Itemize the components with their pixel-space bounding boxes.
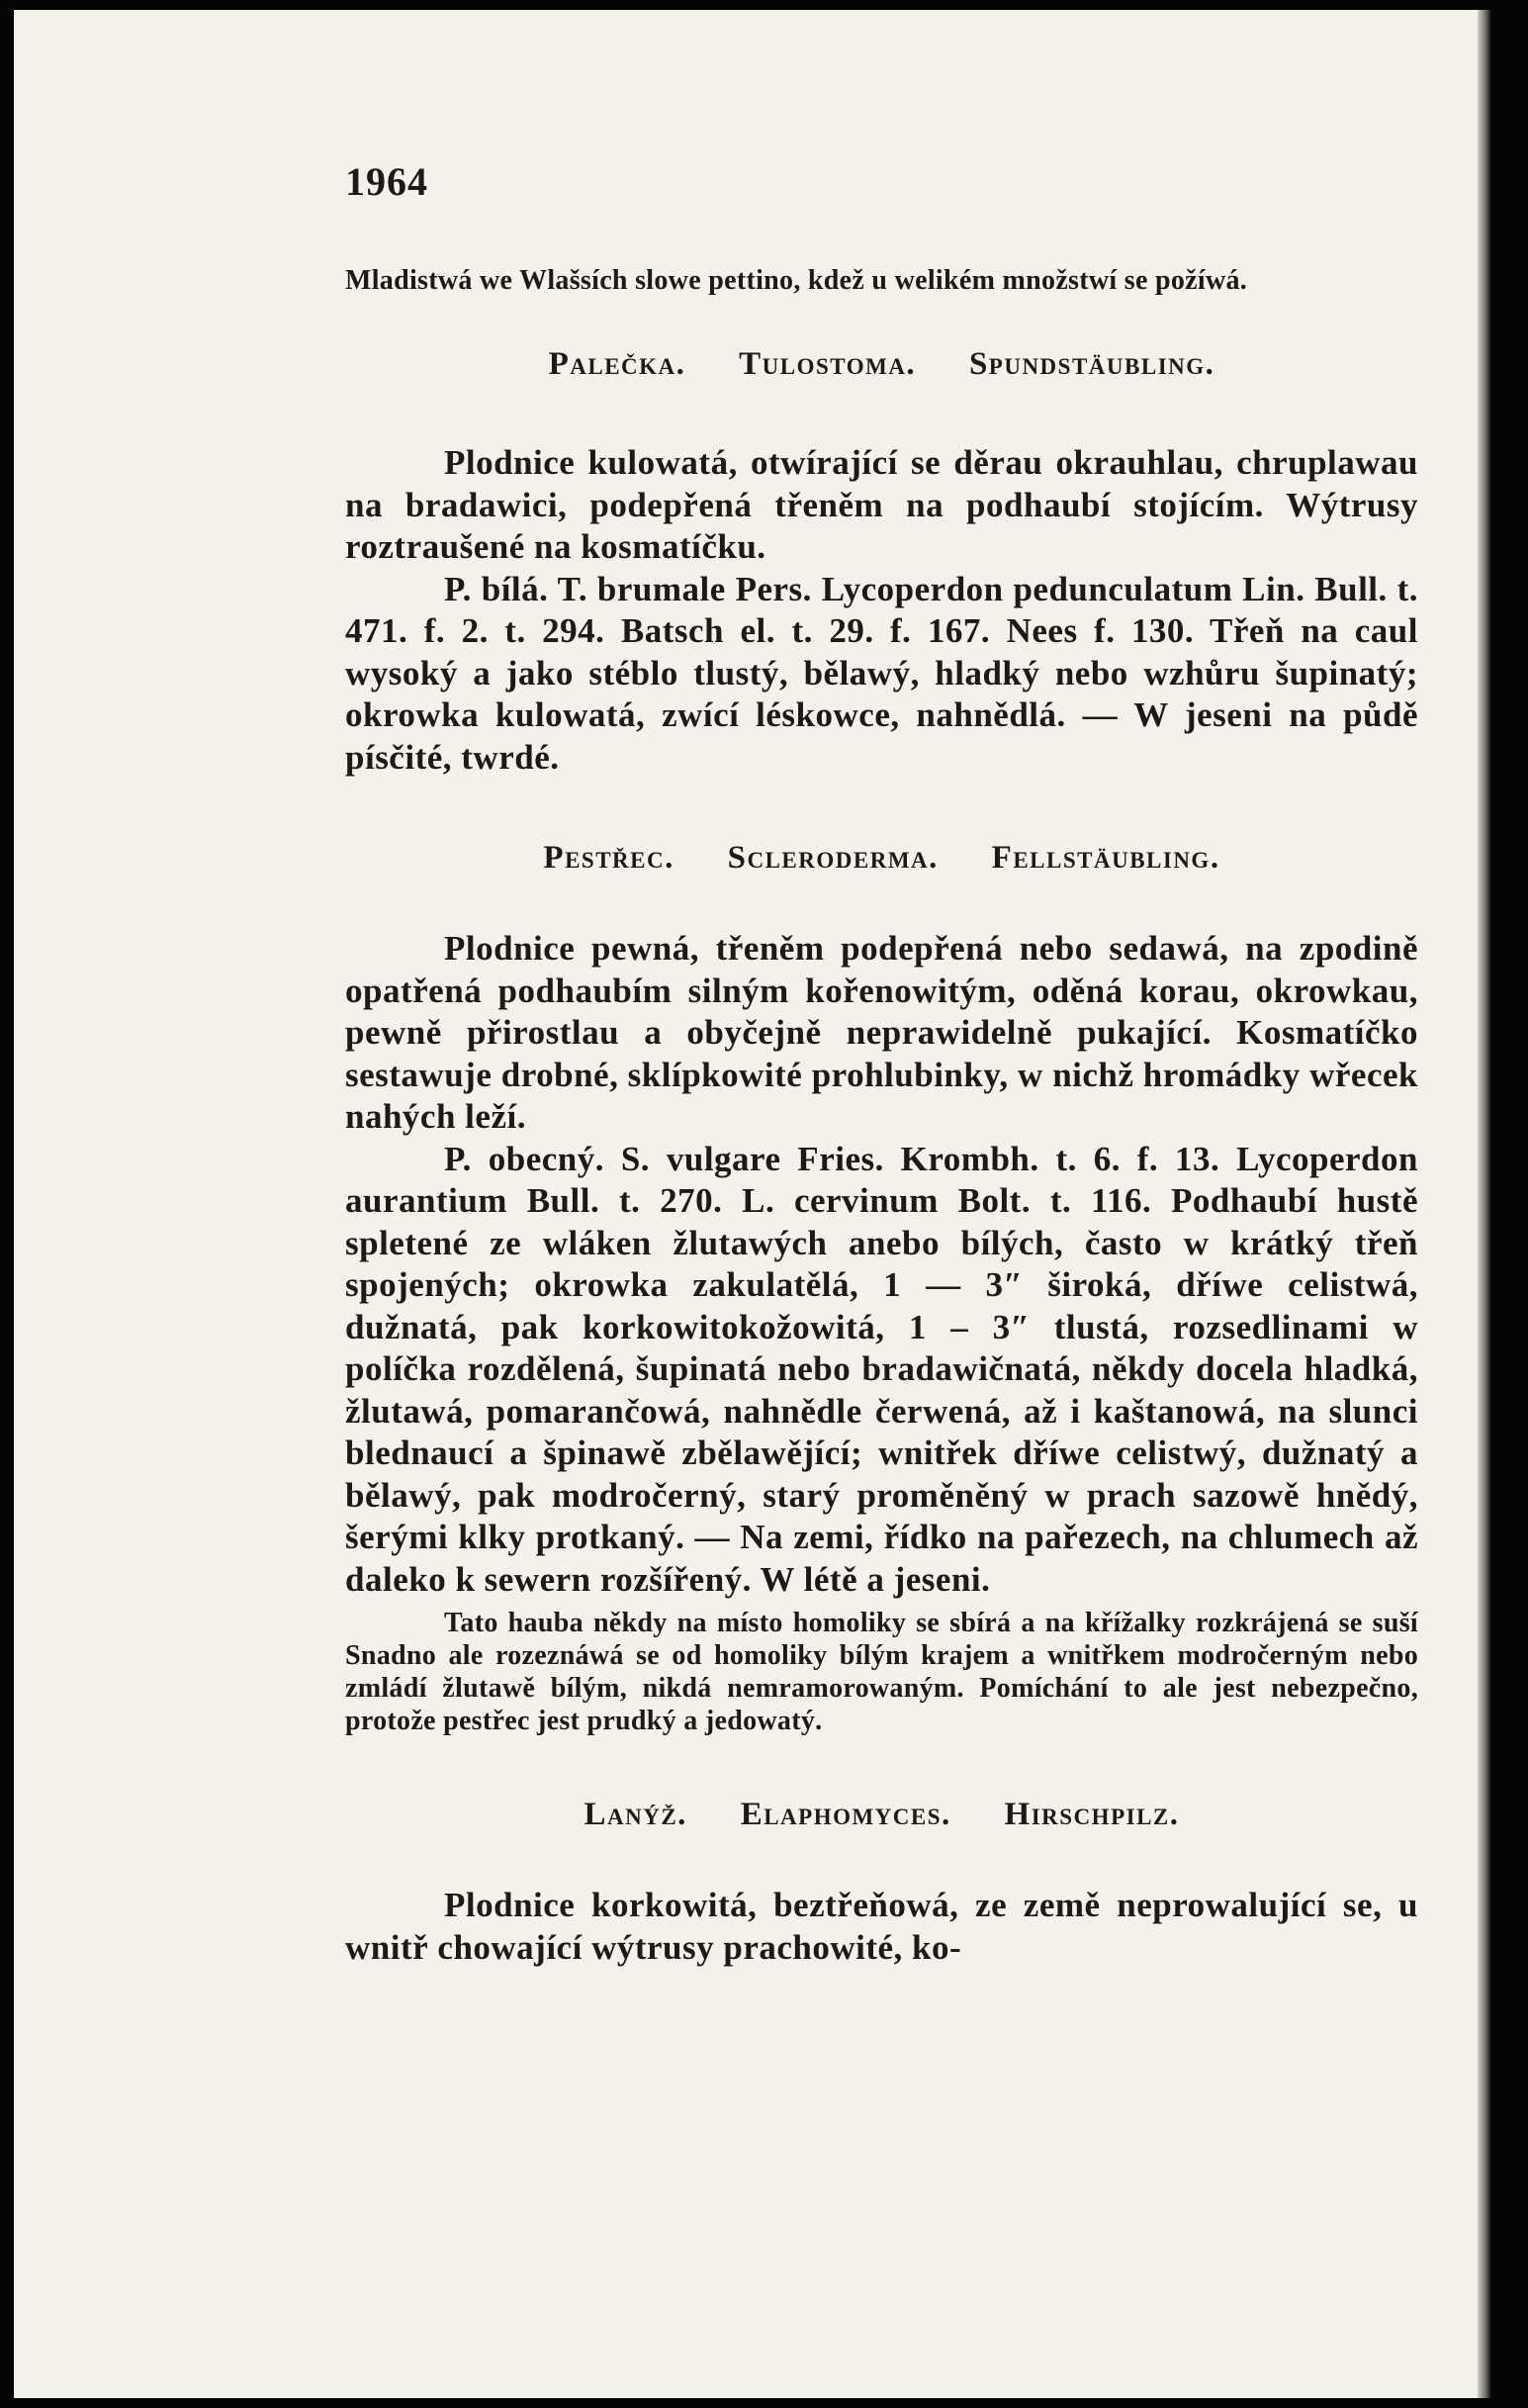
species-description: P. bílá. T. brumale Pers. Lycoperdon pedunculatum Lin. Bull. t. 471. f. 2. t. 294. Batsch el. t. 29. f. 167. Nees f. 130. Třeň na caul wysoký a jako stéblo tlustý, bělawý, hladký nebo wzhůru šupinatý; okrowka kulowatá, zwící léskowce, nahnědlá. — W jeseni na půdě písčité, twrdé.: [345, 569, 1418, 777]
intro-paragraph: Mladistwá we Wlašsích slowe pettino, kdež u welikém množstwí se požíwá.: [345, 265, 1248, 296]
genus-description: Plodnice kulowatá, otwírající se děrau okrauhlau, chruplawau na bradawici, podepřená třeněm na podhaubí stojícím. Wýtrusy roztraušené na kosmatíčku.: [345, 443, 1418, 566]
heading-latin: Tulostoma.: [739, 346, 917, 382]
heading-czech: Pestřec.: [543, 840, 674, 876]
heading-german: Fellstäubling.: [991, 840, 1220, 876]
heading-latin: Scleroderma.: [727, 840, 939, 876]
heading-german: Hirschpilz.: [1004, 1797, 1180, 1832]
species-description: P. obecný. S. vulgare Fries. Krombh. t. 6. f. 13. Lycoperdon aurantium Bull. t. 270. L. cervinum Bolt. t. 116. Podhaubí hustě spletené ze wláken žlutawých anebo bílých, často w krátký třeň spojených; okrowka zakulatělá, 1 — 3″ široká, dříwe celistwá, dužnatá, pak korkowitokožowitá, 1 – 3″ tlustá, rozsedlinami w políčka rozdělená, šupinatá nebo bradawičnatá, někdy docela hladká, žlutawá, pomarančowá, nahnědle čerwená, až i kaštanowá, na slunci blednaucí a špinawě zbělawějící; wnitřek dříwe celistwý, dužnatý a bělawý, pak modročerný, starý proměněný w prach sazowě hnědý, šerými klky protkaný. — Na zemi, řídko na pařezech, na chlumech až daleko k sewern rozšířený. W létě a jeseni.: [345, 1139, 1418, 1599]
heading-german: Spundstäubling.: [968, 346, 1215, 382]
section-heading-lanyz: [345, 1797, 1418, 1833]
page-edge-shadow: [1478, 10, 1491, 2398]
heading-czech: Lanýž.: [584, 1797, 687, 1832]
page-text-column: [345, 158, 1418, 1969]
footnote-paragraph: Tato hauba někdy na místo homoliky se sbírá a na křížalky rozkrájená se suší Snadno ale rozeznáwá se od homoliky bílým krajem a wnitřkem modročerným nebo zmládí žlutawě bílým, nikdá nemramorowaným. Pomíchání to ale jest nebezpečno, protože pestřec jest prudký a jedowatý.: [345, 1608, 1418, 1736]
heading-latin: Elaphomyces.: [740, 1797, 951, 1832]
genus-description: Plodnice pewná, třeněm podepřená nebo sedawá, na zpodině opatřená podhaubím silným kořenowitým, oděná korau, okrowkau, pewně přirostlau a obyčejně neprawidelně pukající. Kosmatíčko sestawuje drobné, sklípkowité prohlubinky, w nichž hromádky wřecek nahých leží.: [345, 929, 1418, 1136]
section-heading-palecka: [345, 346, 1418, 383]
heading-czech: Palečka.: [548, 346, 686, 382]
section-heading-pestrec: [345, 840, 1418, 877]
genus-description: Plodnice korkowitá, beztřeňowá, ze země neprowalující se, u wnitř chowající wýtrusy prachowité, ko-: [345, 1886, 1418, 1967]
page-number: 1964: [345, 159, 428, 204]
